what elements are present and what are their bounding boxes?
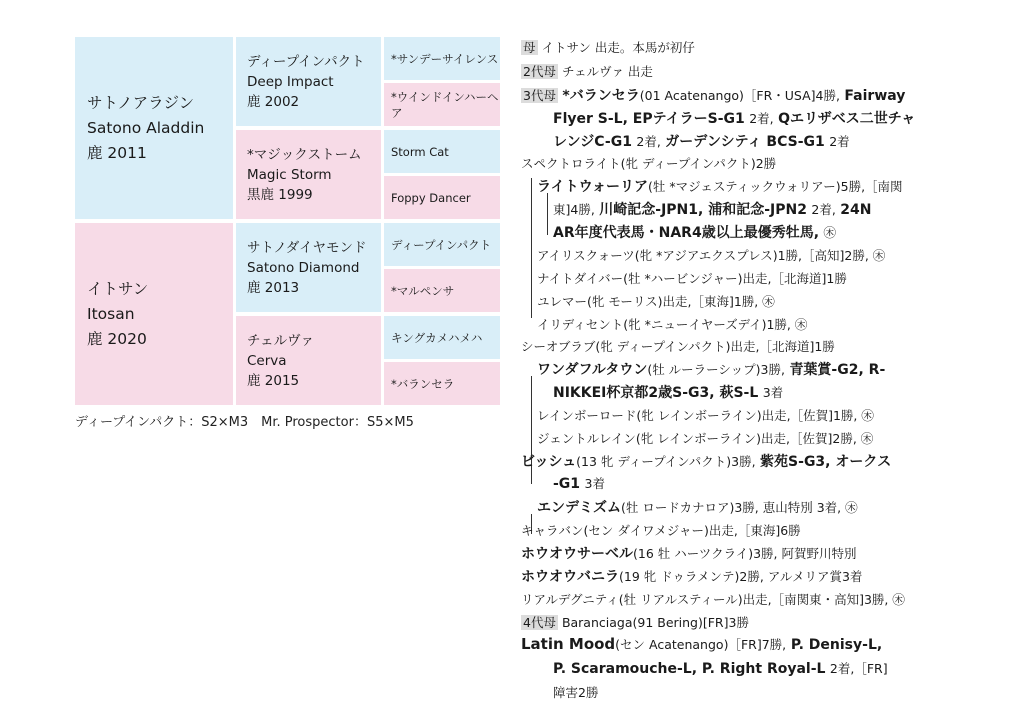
family-line: エンデミズム(牡 ロードカナロア)3勝, 恵山特別 3着, ㊍	[537, 500, 858, 516]
generation-label: 4代母	[523, 615, 556, 630]
horse-name: ビッシュ	[521, 454, 577, 470]
sire-sire-name-ja: ディープインパクト	[247, 53, 365, 70]
dam-year: 鹿 2020	[87, 329, 147, 348]
tree-line	[547, 193, 548, 235]
sire-sire-name-en: Deep Impact	[247, 73, 334, 90]
gen3-cell-7: キングカメハメハ	[384, 316, 500, 359]
gen3-cell-8: *バランセラ	[384, 362, 500, 405]
sire-name-en: Satono Aladdin	[87, 118, 205, 137]
gen3-cell-1: *サンデーサイレンス	[384, 37, 500, 80]
family-line: ナイトダイバー(牡 *ハービンジャー)出走,［北海道]1勝	[537, 271, 847, 286]
dam-cell	[75, 223, 233, 405]
sire-dam-year: 黒鹿 1999	[247, 186, 313, 203]
family-line: Flyer S-L, EPテイラーS-G1 2着, Qエリザベス二世チャ	[553, 111, 916, 127]
sire-dam-name-en: Magic Storm	[247, 166, 332, 183]
family-line-4th-dam: 4代母 Baranciaga(91 Bering)[FR]3勝	[523, 615, 749, 630]
gen3-cell-5: ディープインパクト	[384, 223, 500, 266]
family-line: 障害2勝	[553, 685, 599, 700]
family-line-2nd-dam: 2代母 チェルヴァ 出走	[523, 64, 653, 79]
horse-name: エンデミズム	[537, 500, 621, 516]
family-line: ホウオウバニラ(19 牝 ドゥラメンテ)2勝, アルメリア賞3着	[521, 569, 863, 585]
inbreeding-note: ディープインパクト：S2×M3 Mr. Prospector：S5×M5	[75, 415, 414, 430]
family-line: レインボーロード(牝 レインボーライン)出走,［佐賀]1勝, ㊍	[537, 408, 874, 423]
family-line: NIKKEI杯京都2歳S-G3, 萩S-L 3着	[553, 385, 784, 401]
family-line: レンジC-G1 2着, ガーデンシティ BCS-G1 2着	[553, 134, 850, 150]
dam-dam-name-ja: チェルヴァ	[247, 332, 314, 349]
sire-sire-cell	[236, 37, 381, 126]
sire-dam-cell	[236, 130, 381, 219]
family-line: キャラバン(セン ダイワメジャー)出走,［東海]6勝	[521, 523, 801, 538]
family-line: 東]4勝, 川崎記念-JPN1, 浦和記念-JPN2 2着, 24N	[553, 202, 872, 218]
horse-name: ホウオウサーベル	[521, 546, 633, 562]
family-line: ホウオウサーベル(16 牡 ハーツクライ)3勝, 阿賀野川特別	[521, 546, 857, 562]
sire-year: 鹿 2011	[87, 143, 147, 162]
horse-name: ホウオウバニラ	[521, 569, 619, 585]
family-line-3rd-dam: 3代母 *バランセラ(01 Acatenango)［FR・USA]4勝, Fairway	[523, 88, 906, 104]
dam-dam-year: 鹿 2015	[247, 372, 300, 389]
family-line: ビッシュ(13 牝 ディープインパクト)3勝, 紫苑S-G3, オークス	[521, 454, 892, 470]
dam-sire-name-ja: サトノダイヤモンド	[247, 239, 367, 256]
generation-label: 3代母	[523, 88, 556, 103]
family-line-dam: 母 イトサン 出走。本馬が初仔	[523, 40, 695, 55]
tree-line	[531, 178, 532, 318]
sire-name-ja: サトノアラジン	[87, 93, 195, 112]
family-line: P. Scaramouche-L, P. Right Royal-L 2着,［FR]	[553, 661, 888, 677]
sire-cell	[75, 37, 233, 219]
horse-name: Latin Mood	[521, 635, 616, 653]
horse-name: ワンダフルタウン	[537, 362, 648, 378]
active-mark: ㊍	[823, 225, 836, 240]
gen3-cell-3: Storm Cat	[384, 130, 500, 173]
family-line: リアルデグニティ(牡 リアルスティール)出走,［南関東・高知]3勝, ㊍	[521, 592, 905, 607]
family-line: ライトウォーリア(牡 *マジェスティックウォリアー)5勝,［南関	[537, 179, 903, 195]
dam-sire-name-en: Satono Diamond	[247, 259, 360, 276]
sire-dam-name-ja: *マジックストーム	[247, 146, 362, 163]
dam-sire-cell	[236, 223, 381, 312]
family-line: -G1 3着	[553, 476, 605, 492]
family-line: ジェントルレイン(牝 レインボーライン)出走,［佐賀]2勝, ㊍	[537, 431, 874, 446]
generation-label: 2代母	[523, 64, 556, 79]
family-line: ワンダフルタウン(牡 ルーラーシップ)3勝, 青葉賞-G2, R-	[537, 362, 886, 378]
horse-name: *バランセラ	[562, 88, 640, 104]
family-line: ユレマー(牝 モーリス)出走,［東海]1勝, ㊍	[537, 294, 775, 309]
horse-name: ライトウォーリア	[537, 179, 649, 195]
family-line: イリディセント(牝 *ニューイヤーズデイ)1勝, ㊍	[537, 317, 808, 332]
family-line: アイリスクォーツ(牝 *アジアエクスプレス)1勝,［高知]2勝, ㊍	[537, 248, 886, 263]
family-line: シーオブラブ(牝 ディープインパクト)出走,［北海道]1勝	[521, 339, 835, 354]
family-line: AR年度代表馬・NAR4歳以上最優秀牡馬, ㊍	[553, 225, 836, 241]
gen3-cell-4: Foppy Dancer	[384, 176, 500, 219]
dam-dam-cell	[236, 316, 381, 405]
generation-label: 母	[523, 40, 536, 55]
dam-sire-year: 鹿 2013	[247, 279, 300, 296]
sire-sire-year: 鹿 2002	[247, 93, 300, 110]
family-line: スペクトロライト(牝 ディープインパクト)2勝	[521, 156, 777, 171]
dam-dam-name-en: Cerva	[247, 352, 287, 369]
pedigree-table	[75, 37, 500, 405]
dam-name-en: Itosan	[87, 304, 135, 323]
family-line: Latin Mood(セン Acatenango)［FR]7勝, P. Denisy-L,	[521, 635, 883, 653]
dam-name-ja: イトサン	[87, 279, 149, 298]
gen3-cell-2: *ウインドインハーヘア	[384, 83, 500, 126]
gen3-cell-6: *マルペンサ	[384, 269, 500, 312]
